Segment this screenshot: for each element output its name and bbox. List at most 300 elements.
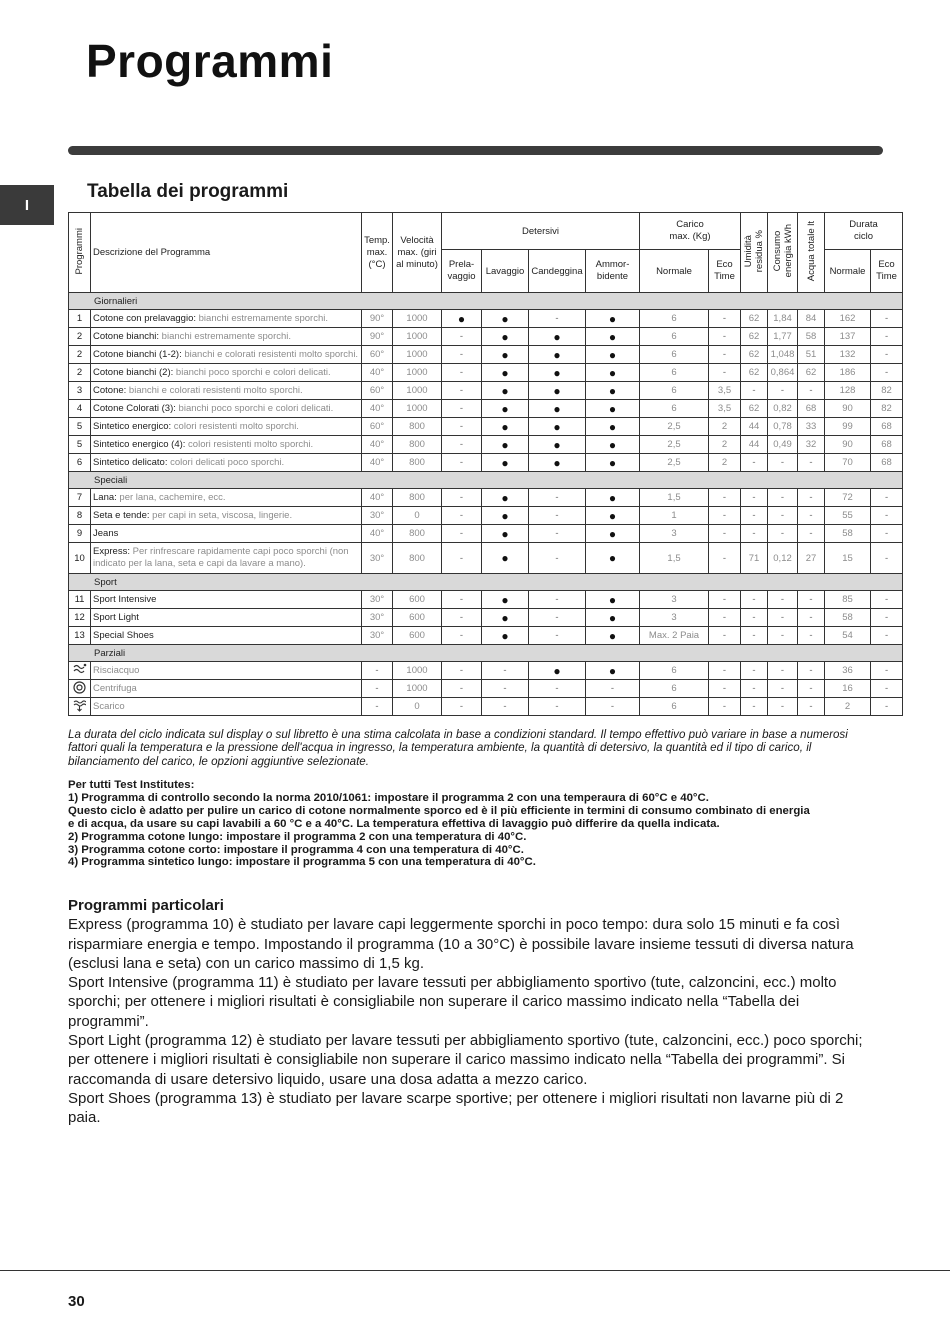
cell-temp: 60° [362, 382, 393, 400]
cell-lavaggio: ● [482, 454, 529, 472]
cell-temp: 90° [362, 328, 393, 346]
program-details: colori delicati poco sporchi. [167, 457, 285, 468]
cell-candeggina: ● [529, 400, 586, 418]
cell-lavaggio: ● [482, 489, 529, 507]
cell-durata-normale: 90 [825, 400, 871, 418]
cell-consumo: 1,048 [768, 346, 798, 364]
header-durata: Durata ciclo [825, 213, 903, 250]
cell-velocita: 800 [393, 454, 442, 472]
cell-temp: - [362, 662, 393, 680]
program-details: Risciacquo [93, 665, 140, 676]
cell-durata-normale: 70 [825, 454, 871, 472]
cell-acqua: 32 [798, 436, 825, 454]
cell-prelavaggio: ● [442, 310, 482, 328]
cell-carico-normale: 6 [640, 662, 709, 680]
table-row [69, 364, 903, 382]
cell-carico-normale: 1,5 [640, 543, 709, 574]
program-number: 4 [69, 400, 91, 418]
program-number: 3 [69, 382, 91, 400]
table-row [69, 454, 903, 472]
cell-prelavaggio: - [442, 489, 482, 507]
cell-durata-normale: 15 [825, 543, 871, 574]
cell-ammorbidente: ● [586, 436, 640, 454]
tests-line: e di acqua, da usare su capi lavabili a 60 °C e a 40°C. La temperatura effettiva di lavaggio può differire da quella indicata. [68, 817, 720, 830]
program-name: Sintetico energico (4): [93, 439, 186, 450]
cell-durata-eco: - [871, 364, 903, 382]
cell-temp: - [362, 698, 393, 716]
program-number: 13 [69, 627, 91, 645]
cell-consumo: - [768, 627, 798, 645]
cell-acqua: 68 [798, 400, 825, 418]
cell-temp: 30° [362, 591, 393, 609]
cell-durata-eco: - [871, 489, 903, 507]
cell-candeggina: ● [529, 382, 586, 400]
program-details: per lana, cachemire, ecc. [116, 492, 226, 503]
program-description [91, 346, 362, 364]
program-name: Cotone bianchi (2): [93, 367, 174, 378]
cell-consumo: - [768, 680, 798, 698]
program-description [91, 525, 362, 543]
cell-temp: 90° [362, 310, 393, 328]
cell-lavaggio: - [482, 680, 529, 698]
cell-durata-normale: 90 [825, 436, 871, 454]
cell-ammorbidente: ● [586, 364, 640, 382]
special-paragraph-express: Express (programma 10) è studiato per lavare capi leggermente sporchi in poco tempo: dura solo 15 minuti e fa così risparmiare energia e tempo. Impostando il programma (10 a 30°C) è possibile lavare insieme tessuti di diversa natura (esclusi lana e seta) con un carico massimo di 1,5 kg. [68, 916, 854, 972]
program-description [91, 364, 362, 382]
table-row [69, 436, 903, 454]
program-details: Centrifuga [93, 683, 137, 694]
cell-carico-normale: 6 [640, 382, 709, 400]
page-number: 30 [68, 1293, 85, 1310]
cell-durata-normale: 36 [825, 662, 871, 680]
cell-carico-normale: 6 [640, 364, 709, 382]
cell-temp: 40° [362, 489, 393, 507]
cell-carico-eco: 2 [709, 418, 741, 436]
cell-consumo: 0,12 [768, 543, 798, 574]
cell-velocita: 0 [393, 698, 442, 716]
cell-ammorbidente: ● [586, 454, 640, 472]
cell-lavaggio: - [482, 698, 529, 716]
cell-durata-normale: 58 [825, 609, 871, 627]
table-row [69, 627, 903, 645]
cell-carico-eco: - [709, 698, 741, 716]
cell-durata-normale: 58 [825, 525, 871, 543]
cell-candeggina: - [529, 609, 586, 627]
cell-durata-eco: - [871, 310, 903, 328]
program-description [91, 310, 362, 328]
cell-temp: 40° [362, 454, 393, 472]
group-row [69, 293, 903, 310]
cell-candeggina: ● [529, 364, 586, 382]
cell-carico-normale: Max. 2 Paia [640, 627, 709, 645]
cell-candeggina: - [529, 310, 586, 328]
cell-carico-eco: - [709, 680, 741, 698]
cell-lavaggio: ● [482, 418, 529, 436]
program-name: Cotone bianchi: [93, 331, 160, 342]
table-row [69, 591, 903, 609]
cell-carico-eco: - [709, 310, 741, 328]
cell-durata-eco: - [871, 328, 903, 346]
cell-acqua: - [798, 609, 825, 627]
cell-candeggina: ● [529, 436, 586, 454]
cell-carico-normale: 2,5 [640, 436, 709, 454]
tests-line: 3) Programma cotone corto: impostare il programma 4 con una temperatura di 40°C. [68, 843, 524, 856]
program-name: Seta e tende: [93, 510, 150, 521]
cell-acqua: 27 [798, 543, 825, 574]
cell-acqua: - [798, 591, 825, 609]
cell-durata-normale: 54 [825, 627, 871, 645]
cell-durata-eco: - [871, 680, 903, 698]
cell-prelavaggio: - [442, 507, 482, 525]
cell-ammorbidente: ● [586, 507, 640, 525]
program-details: bianchi e colorati resistenti molto sporchi. [181, 349, 359, 360]
program-details: bianchi estremamente sporchi. [196, 313, 329, 324]
program-details: bianchi e colorati resistenti molto sporchi. [126, 385, 303, 396]
program-description [91, 591, 362, 609]
cell-prelavaggio: - [442, 525, 482, 543]
program-details: bianchi poco sporchi e colori delicati. [173, 367, 331, 378]
cell-prelavaggio: - [442, 328, 482, 346]
table-row [69, 680, 903, 698]
cell-umidita: 71 [741, 543, 768, 574]
group-label: Parziali [69, 645, 903, 662]
table-row [69, 525, 903, 543]
cell-candeggina: ● [529, 454, 586, 472]
header-detersivi: Detersivi [442, 213, 640, 250]
program-description [91, 418, 362, 436]
cycle-duration-note: La durata del ciclo indicata sul display o sul libretto è una stima calcolata in base a condizioni standard. Il tempo effettivo può variare in base a numerosi fattori quali la temperatura e la pressione dell'acqua in ingresso, la temperatura ambiente, la quantità di detersivo, la quantità ed il tipo di carico, il bilanciamento del carico, le opzioni aggiuntive selezionate. [68, 728, 848, 768]
cell-prelavaggio: - [442, 418, 482, 436]
cell-carico-eco: - [709, 364, 741, 382]
cell-durata-normale: 137 [825, 328, 871, 346]
cell-carico-eco: - [709, 346, 741, 364]
program-name: Cotone Colorati (3): [93, 403, 176, 414]
header-carico: Carico max. (Kg) [640, 213, 741, 250]
cell-durata-eco: - [871, 591, 903, 609]
cell-carico-normale: 6 [640, 698, 709, 716]
cell-lavaggio: ● [482, 525, 529, 543]
group-row [69, 645, 903, 662]
cell-carico-normale: 6 [640, 680, 709, 698]
table-row [69, 698, 903, 716]
cell-velocita: 800 [393, 525, 442, 543]
cell-acqua: - [798, 627, 825, 645]
cell-durata-normale: 2 [825, 698, 871, 716]
program-details: bianchi estremamente sporchi. [159, 331, 292, 342]
cell-umidita: 62 [741, 346, 768, 364]
program-description [91, 662, 362, 680]
cell-durata-eco: - [871, 543, 903, 574]
special-paragraph-sport-light: Sport Light (programma 12) è studiato per lavare tessuti per abbigliamento sportivo (tute, calzoncini, ecc.) poco sporchi; per ottenere i migliori risultati è consigliabile non superare il carico massimo indicato nella “Tabella dei programmi”. Si raccomanda di usare detersivo liquido, usare una dosa adatta a mezzo carico. [68, 1032, 863, 1088]
cell-lavaggio: - [482, 662, 529, 680]
cell-durata-eco: - [871, 609, 903, 627]
cell-consumo: 0,82 [768, 400, 798, 418]
table-row [69, 662, 903, 680]
table-row [69, 418, 903, 436]
program-details: per capi in seta, viscosa, lingerie. [149, 510, 293, 521]
cell-ammorbidente: ● [586, 400, 640, 418]
cell-consumo: - [768, 454, 798, 472]
test-institutes-block [68, 779, 883, 869]
table-row [69, 346, 903, 364]
program-name: Sintetico energico: [93, 421, 172, 432]
cell-umidita: - [741, 525, 768, 543]
cell-carico-eco: - [709, 591, 741, 609]
table-row [69, 609, 903, 627]
cell-lavaggio: ● [482, 310, 529, 328]
cell-ammorbidente: ● [586, 382, 640, 400]
program-description [91, 507, 362, 525]
cell-durata-normale: 186 [825, 364, 871, 382]
cell-durata-eco: - [871, 627, 903, 645]
cell-velocita: 600 [393, 609, 442, 627]
header-ammorbidente: Ammor- bidente [586, 250, 640, 293]
cell-temp: 30° [362, 543, 393, 574]
cell-lavaggio: ● [482, 400, 529, 418]
cell-candeggina: - [529, 525, 586, 543]
cell-carico-eco: - [709, 507, 741, 525]
cell-candeggina: - [529, 543, 586, 574]
cell-carico-normale: 3 [640, 525, 709, 543]
cell-ammorbidente: ● [586, 489, 640, 507]
cell-temp: 40° [362, 400, 393, 418]
cell-carico-normale: 2,5 [640, 454, 709, 472]
cell-acqua: - [798, 382, 825, 400]
table-row [69, 382, 903, 400]
program-description [91, 543, 362, 574]
cell-acqua: - [798, 698, 825, 716]
group-label: Speciali [69, 472, 903, 489]
program-description [91, 627, 362, 645]
cell-prelavaggio: - [442, 364, 482, 382]
cell-candeggina: ● [529, 346, 586, 364]
cell-ammorbidente: ● [586, 543, 640, 574]
table-row [69, 543, 903, 574]
tests-line: Per tutti Test Institutes: [68, 779, 195, 791]
cell-carico-eco: - [709, 489, 741, 507]
special-programs-title: Programmi particolari [68, 897, 224, 914]
programs-table [68, 212, 903, 716]
program-number: 9 [69, 525, 91, 543]
cell-durata-eco: - [871, 507, 903, 525]
cell-prelavaggio: - [442, 543, 482, 574]
cell-carico-normale: 6 [640, 400, 709, 418]
cell-durata-normale: 72 [825, 489, 871, 507]
table-row [69, 489, 903, 507]
cell-consumo: 1,77 [768, 328, 798, 346]
program-number: 12 [69, 609, 91, 627]
program-number: 11 [69, 591, 91, 609]
cell-consumo: - [768, 525, 798, 543]
cell-candeggina: - [529, 591, 586, 609]
cell-ammorbidente: ● [586, 310, 640, 328]
cell-velocita: 1000 [393, 346, 442, 364]
cell-umidita: 62 [741, 400, 768, 418]
program-details: colori resistenti molto sporchi. [185, 439, 314, 450]
cell-temp: 40° [362, 436, 393, 454]
cell-velocita: 1000 [393, 364, 442, 382]
cell-lavaggio: ● [482, 507, 529, 525]
cell-lavaggio: ● [482, 627, 529, 645]
program-description [91, 454, 362, 472]
program-name: Jeans [93, 528, 119, 539]
cell-candeggina: - [529, 627, 586, 645]
cell-consumo: - [768, 591, 798, 609]
cell-velocita: 1000 [393, 680, 442, 698]
cell-prelavaggio: - [442, 662, 482, 680]
cell-lavaggio: ● [482, 543, 529, 574]
cell-ammorbidente: ● [586, 609, 640, 627]
cell-velocita: 1000 [393, 662, 442, 680]
program-number: 7 [69, 489, 91, 507]
program-number: 1 [69, 310, 91, 328]
cell-prelavaggio: - [442, 436, 482, 454]
table-row [69, 507, 903, 525]
cell-durata-eco: 68 [871, 436, 903, 454]
cell-durata-normale: 128 [825, 382, 871, 400]
cell-carico-normale: 6 [640, 328, 709, 346]
cell-acqua: - [798, 507, 825, 525]
header-durata-normale: Normale [825, 250, 871, 293]
cell-umidita: - [741, 680, 768, 698]
tests-line: 4) Programma sintetico lungo: impostare il programma 5 con una temperatura di 40°C. [68, 856, 536, 869]
cell-lavaggio: ● [482, 328, 529, 346]
cell-umidita: 62 [741, 364, 768, 382]
cell-umidita: 44 [741, 436, 768, 454]
cell-umidita: 44 [741, 418, 768, 436]
cell-umidita: - [741, 507, 768, 525]
cell-acqua: 62 [798, 364, 825, 382]
cell-prelavaggio: - [442, 698, 482, 716]
cell-umidita: - [741, 627, 768, 645]
cell-carico-eco: - [709, 609, 741, 627]
cell-temp: 40° [362, 364, 393, 382]
cell-velocita: 0 [393, 507, 442, 525]
cell-carico-normale: 2,5 [640, 418, 709, 436]
cell-velocita: 600 [393, 591, 442, 609]
cell-carico-normale: 6 [640, 346, 709, 364]
cell-consumo: - [768, 662, 798, 680]
cell-acqua: 58 [798, 328, 825, 346]
cell-acqua: - [798, 489, 825, 507]
page-title: Programmi [86, 35, 334, 87]
program-description [91, 436, 362, 454]
cell-carico-eco: 2 [709, 436, 741, 454]
cell-temp: 60° [362, 346, 393, 364]
program-name: Express: [93, 546, 130, 557]
cell-velocita: 800 [393, 436, 442, 454]
section-title: Tabella dei programmi [87, 181, 289, 202]
cell-candeggina: - [529, 698, 586, 716]
cell-candeggina: ● [529, 418, 586, 436]
header-durata-eco: Eco Time [871, 250, 903, 293]
cell-durata-eco: 82 [871, 382, 903, 400]
cell-carico-eco: - [709, 627, 741, 645]
cell-prelavaggio: - [442, 591, 482, 609]
cell-acqua: - [798, 525, 825, 543]
cell-durata-eco: 68 [871, 418, 903, 436]
cell-consumo: 1,84 [768, 310, 798, 328]
cell-ammorbidente: - [586, 698, 640, 716]
cell-acqua: 33 [798, 418, 825, 436]
cell-prelavaggio: - [442, 609, 482, 627]
cell-durata-normale: 16 [825, 680, 871, 698]
program-details: bianchi poco sporchi e colori delicati. [175, 403, 334, 414]
special-programs-section [68, 896, 878, 1128]
program-description [91, 382, 362, 400]
cell-ammorbidente: ● [586, 418, 640, 436]
cell-temp: - [362, 680, 393, 698]
cell-durata-eco: 68 [871, 454, 903, 472]
cell-carico-normale: 3 [640, 609, 709, 627]
program-description [91, 609, 362, 627]
cell-lavaggio: ● [482, 436, 529, 454]
cell-prelavaggio: - [442, 627, 482, 645]
cell-carico-eco: - [709, 328, 741, 346]
cell-carico-normale: 3 [640, 591, 709, 609]
cell-carico-eco: 2 [709, 454, 741, 472]
footer-divider [0, 1270, 950, 1271]
program-description [91, 328, 362, 346]
cell-carico-normale: 1 [640, 507, 709, 525]
program-number: 6 [69, 454, 91, 472]
program-number: 2 [69, 346, 91, 364]
cell-carico-eco: - [709, 543, 741, 574]
cell-durata-eco: - [871, 698, 903, 716]
tests-line: 2) Programma cotone lungo: impostare il programma 2 con una temperatura di 40°C. [68, 830, 527, 843]
cell-prelavaggio: - [442, 382, 482, 400]
cell-prelavaggio: - [442, 400, 482, 418]
cell-candeggina: - [529, 489, 586, 507]
program-name: Sintetico delicato: [93, 457, 168, 468]
program-name: Sport Light [93, 612, 139, 623]
cell-umidita: - [741, 454, 768, 472]
cell-velocita: 1000 [393, 400, 442, 418]
program-name: Special Shoes [93, 630, 154, 641]
program-details: Per rinfrescare rapidamente capi poco sporchi (non indicato per la lana, seta e capi da lavare a mano). [93, 546, 349, 569]
cell-durata-eco: - [871, 662, 903, 680]
cell-durata-eco: - [871, 346, 903, 364]
cell-ammorbidente: ● [586, 346, 640, 364]
cell-acqua: - [798, 454, 825, 472]
cell-carico-eco: 3,5 [709, 382, 741, 400]
header-umidita: Umidità residua % [741, 213, 768, 293]
group-label: Giornalieri [69, 293, 903, 310]
cell-ammorbidente: ● [586, 525, 640, 543]
cell-ammorbidente: ● [586, 662, 640, 680]
program-details: colori resistenti molto sporchi. [171, 421, 299, 432]
header-acqua: Acqua totale lt [798, 213, 825, 293]
cell-umidita: - [741, 609, 768, 627]
cell-consumo: - [768, 609, 798, 627]
cell-velocita: 600 [393, 627, 442, 645]
program-name: Sport Intensive [93, 594, 157, 605]
cell-umidita: - [741, 489, 768, 507]
cell-acqua: 84 [798, 310, 825, 328]
cell-consumo: - [768, 382, 798, 400]
special-paragraph-sport-intensive: Sport Intensive (programma 11) è studiato per lavare tessuti per abbigliamento sportivo (tute, calzoncini, ecc.) molto sporchi; per ottenere i migliori risultati è consigliabile non superare il carico massimo indicato nella “Tabella dei programmi”. [68, 974, 837, 1030]
cell-acqua: - [798, 662, 825, 680]
program-number: 10 [69, 543, 91, 574]
tests-line: 1) Programma di controllo secondo la norma 2010/1061: impostare il programma 2 con una temperaura di 60°C e 40°C. [68, 791, 709, 804]
cell-durata-normale: 132 [825, 346, 871, 364]
cell-temp: 60° [362, 418, 393, 436]
header-programmi: Programmi [69, 213, 91, 293]
cell-umidita: - [741, 591, 768, 609]
cell-temp: 30° [362, 627, 393, 645]
cell-lavaggio: ● [482, 346, 529, 364]
cell-acqua: - [798, 680, 825, 698]
